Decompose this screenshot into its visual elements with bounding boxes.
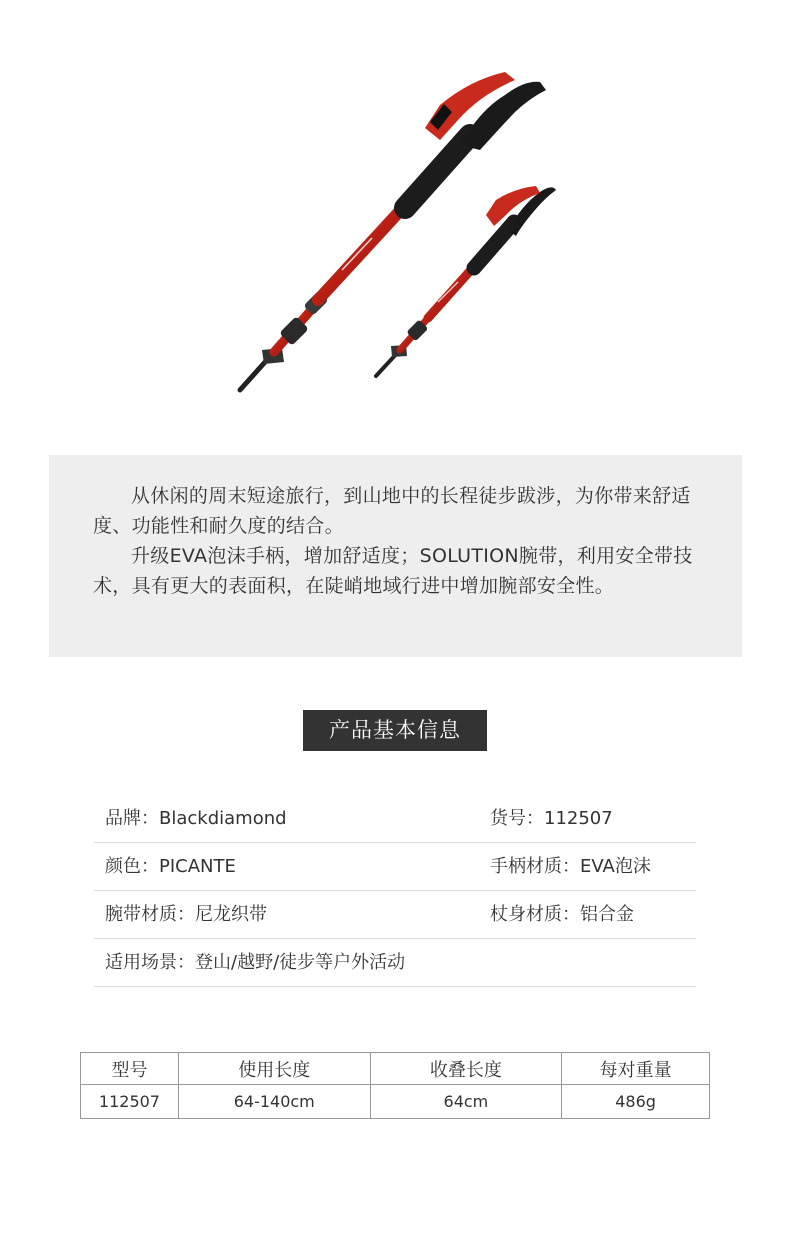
info-row <box>94 843 696 891</box>
info-item-number: 货号：112507 <box>490 808 613 829</box>
section-title: 产品基本信息 <box>303 710 487 751</box>
info-row <box>94 891 696 939</box>
description-panel <box>49 455 742 657</box>
cell-folded-length: 64cm <box>370 1085 562 1119</box>
cell-model: 112507 <box>81 1085 179 1119</box>
cell-weight: 486g <box>562 1085 710 1119</box>
info-row <box>94 939 696 987</box>
description-paragraph-2: 升级EVA泡沫手柄，增加舒适度；SOLUTION腕带，利用安全带技术，具有更大的表面积，在陡峭地域行进中增加腕部安全性。 <box>93 545 693 597</box>
info-shaft-material: 杖身材质：铝合金 <box>490 904 634 925</box>
info-strap-material: 腕带材质：尼龙织带 <box>105 904 267 925</box>
spec-table <box>80 1052 710 1119</box>
info-usage-scenario: 适用场景：登山/越野/徒步等户外活动 <box>105 952 406 973</box>
header-use-length: 使用长度 <box>178 1053 370 1085</box>
info-brand: 品牌：Blackdiamond <box>105 808 287 829</box>
product-info-list <box>94 795 696 987</box>
cell-use-length: 64-140cm <box>178 1085 370 1119</box>
product-image <box>0 0 790 440</box>
spec-table-row <box>81 1085 710 1119</box>
header-model: 型号 <box>81 1053 179 1085</box>
info-grip-material: 手柄材质：EVA泡沫 <box>490 856 651 877</box>
spec-table-header-row <box>81 1053 710 1085</box>
info-row <box>94 795 696 843</box>
description-paragraph-1: 从休闲的周末短途旅行，到山地中的长程徒步跋涉，为你带来舒适度、功能性和耐久度的结合。 <box>93 485 691 537</box>
header-folded-length: 收叠长度 <box>370 1053 562 1085</box>
header-weight: 每对重量 <box>562 1053 710 1085</box>
info-color: 颜色：PICANTE <box>105 856 236 877</box>
